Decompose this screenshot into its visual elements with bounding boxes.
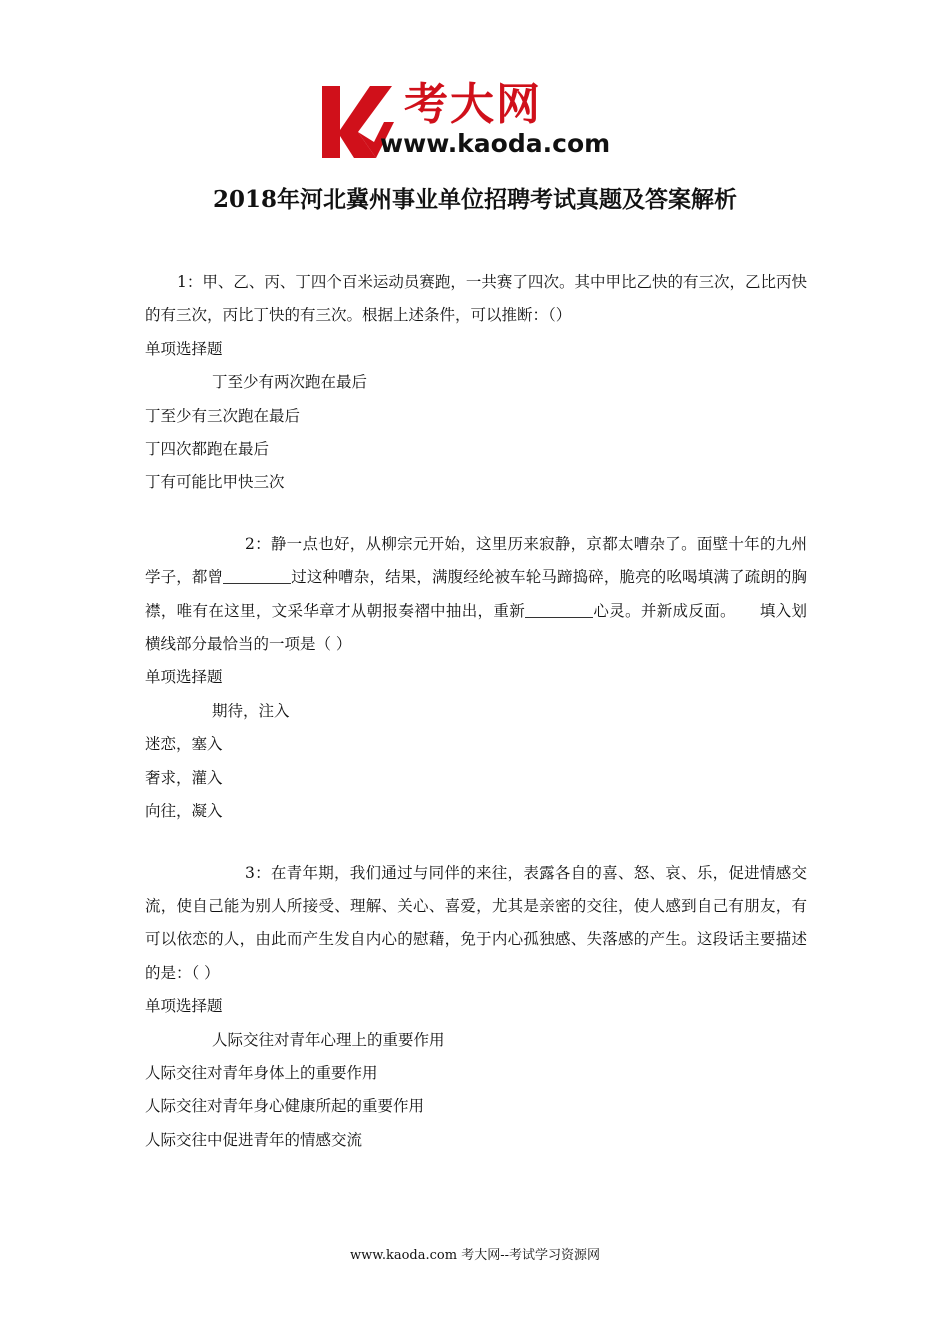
question-type: 单项选择题	[145, 668, 223, 687]
logo-url: www.kaoda.com	[380, 129, 611, 158]
question-text	[145, 528, 807, 662]
page-footer: www.kaoda.com 考大网--考试学习资源网	[350, 1248, 600, 1263]
option-d: 丁有可能比甲快三次	[145, 473, 285, 492]
question-2	[145, 528, 807, 829]
question-type: 单项选择题	[145, 339, 223, 358]
option-b: 丁至少有三次跑在最后	[145, 406, 301, 425]
option-b: 迷恋，塞入	[145, 735, 223, 754]
logo-text: 考大网	[404, 79, 542, 130]
fill-blank	[525, 601, 593, 618]
option-a: 人际交往对青年心理上的重要作用	[212, 1030, 445, 1049]
page-title: 2018年河北冀州事业单位招聘考试真题及答案解析	[212, 186, 737, 213]
option-b: 人际交往对青年身体上的重要作用	[145, 1063, 378, 1082]
option-a: 丁至少有两次跑在最后	[212, 373, 368, 392]
question-text-part: 2：静一点也好，从柳宗元开始，这里历来寂静，京都太嘈杂了。面壁十年的九州学子，都曾	[145, 534, 807, 587]
option-d: 人际交往中促进青年的情感交流	[145, 1130, 363, 1149]
question-text: 3：在青年期，我们通过与同伴的来往，表露各自的喜、怒、哀、乐，促进情感交流，使自己能为别人所接受、理解、关心、喜爱，尤其是亲密的交往，使人感到自己有朋友，有可以依恋的人，由此而产生发自内心的慰藉，免于内心孤独感、失落感的产生。这段话主要描述的是：（ ）	[145, 863, 807, 982]
question-1	[145, 266, 807, 500]
question-text: 1：甲、乙、丙、丁四个百米运动员赛跑，一共赛了四次。其中甲比乙快的有三次，乙比丙快的有三次，丙比丁快的有三次。根据上述条件，可以推断：（）	[145, 273, 807, 325]
option-c: 奢求，灌入	[145, 768, 223, 787]
site-logo	[318, 80, 638, 162]
question-text-part: 心灵。并新成反面。 填入划横线部分最恰当的一项是（ ）	[145, 601, 807, 654]
option-d: 向往，凝入	[145, 802, 223, 821]
question-list	[145, 266, 807, 1157]
question-type: 单项选择题	[145, 997, 223, 1016]
fill-blank	[223, 567, 291, 584]
option-c: 人际交往对青年身心健康所起的重要作用	[145, 1097, 425, 1116]
question-3	[145, 857, 807, 1158]
option-a: 期待，注入	[212, 701, 290, 720]
question-text-part: 过这种嘈杂，结果，满腹经纶被车轮马蹄捣碎，脆亮的吆喝填满了疏朗的胸襟，唯有在这里，文采华章才从朝报奏褶中抽出，重新	[145, 568, 807, 620]
option-c: 丁四次都跑在最后	[145, 440, 270, 459]
